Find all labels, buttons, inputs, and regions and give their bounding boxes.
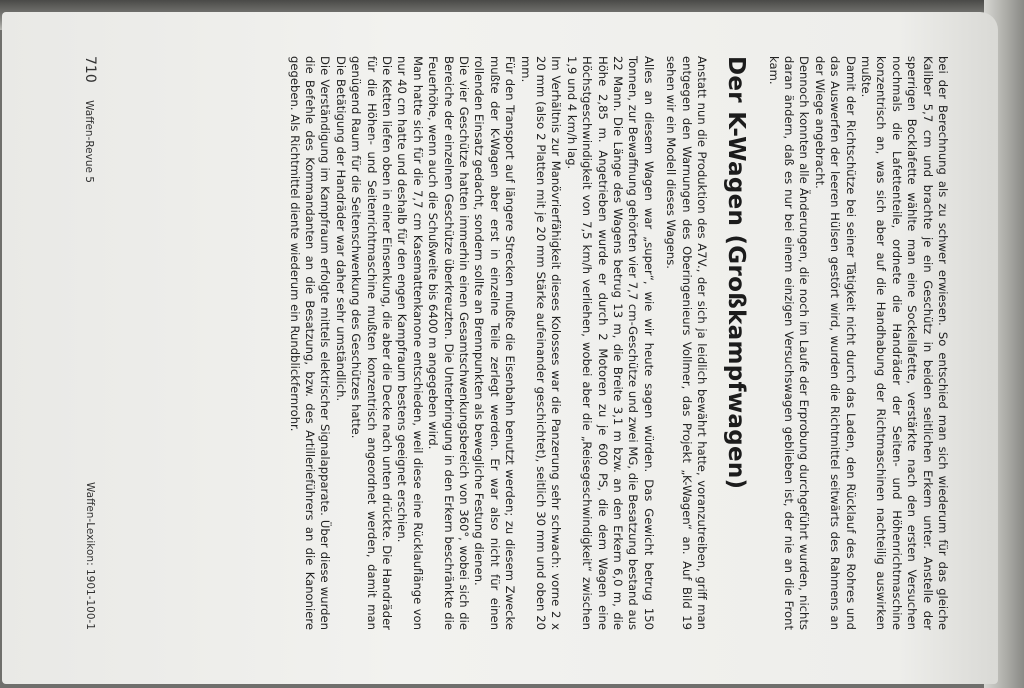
- body-paragraph: Man hatte sich für die 7,7 cm Kasemattenkanone entschieden, weil diese eine Rücklauflänge von nur 40 cm hatte und deshalb für den engen Kampfraum bestens geeignet erschien.: [395, 56, 425, 630]
- body-paragraph: Die vier Geschütze hatten immerhin einen Gesamtschwenkungsbereich von 360°, wobei sich die Bereiche der einzelnen Geschütze überkreuzten. Die Unterbringung in den Erkern beschränkte die Feuerhöhe, wenn auch die Schußweite bis 6400 m angegeben wird.: [426, 56, 472, 630]
- footer-right: [84, 482, 96, 630]
- section-heading: Der K-Wagen (Großkampfwagen): [723, 56, 750, 490]
- intro-paragraph: Dennoch konnten alle Änderungen, die noch im Laufe der Erprobung durchgeführt wurden, nichts daran ändern, daß es nur bei einem einzigen Versuchswagen geblieben ist, der nie an die Front kam.: [766, 56, 812, 630]
- body-paragraph: Die Ketten liefen oben in einer Einsenkung, die aber die Decke nach unten drückte. Die Handräder für die Höhen- und Seitenrichtmaschine mußten konzentrisch angeordnet werden, damit man genügend Raum für die Seitenschwenkung des Geschützes hatte.: [349, 56, 394, 630]
- intro-paragraph: Damit der Richtschütze bei seiner Tätigkeit nicht durch das Laden, den Rücklauf des Rohres und das Auswerfen der leeren Hülsen gestört wird, wurden die Richtmittel seitwärts des Rahmens an der Wiege angebracht.: [812, 56, 858, 630]
- body-paragraph: Im Verhältnis zur Manövrierfähigkeit dieses Kolosses war die Panzerung sehr schwach: vorne 2 x 20 mm (also 2 Platten mit je 20 mm Stärke aufeinander geschichtet), seitlich 30 mm und oben 20 mm.: [518, 56, 564, 630]
- body-paragraph: Für den Transport auf längere Strecken mußte die Eisenbahn benutzt werden; zu diesem Zwecke mußte der K-Wagen aber erst in einzelne Teile zerlegt werden. Er war also nicht für einen rollenden Einsatz gedacht, sondern sollte an Brennpunkten als bewegliche Festung dienen.: [472, 56, 518, 630]
- publication-name: Waffen-Revue 5: [83, 100, 95, 183]
- body-paragraph: Die Verständigung im Kampfraum erfolgte mittels elektrischer Signalapparate. Über diese wurden die Befehle des Kommandanten an die Besatzung, bzw. des Artillerieführers an die Kanoniere gegeben. Als Richtmittel diente wiederum ein Rundblickfernrohr.: [287, 56, 333, 630]
- body-paragraph: Alles an diesem Wagen war „super“, wie wir heute sagen würden. Das Gewicht betrug 150 Tonnen, zur Bewaffnung gehörten vier 7,7 cm-Geschütze und zwei MG, die Besatzung bestand aus 22 Mann. Die Länge des Wagens betrug 13 m, die Breite 3,1 m bzw. an den Erkern 6,0 m, die Höhe 2,85 m. Angetrieben wurde er durch 2 Motoren zu je 600 PS, die dem Wagen eine Höchstgeschwindigkeit von 7,5 km/h verliehen, wobei aber die „Reisegeschwindigkeit“ zwischen 1,9 und 4 km/h lag.: [564, 56, 656, 630]
- rotated-page-content: [2, 12, 998, 684]
- scanned-page: [2, 12, 998, 684]
- intro-paragraph: bei der Berechnung als zu schwer erwiesen. So entschied man sich wiederum für das gleiche Kaliber 5,7 cm und brachte je ein Geschütz in beiden seitlichen Erkern unter. Anstelle der sperrigen Bocklafette wählte man eine Sockellafette, verstärkte nach den ersten Versuchen nochmals die Lafettenteile, ordnete die Handräder der Seiten- und Höhenrichtmaschine konzentrisch an, was sich aber auf die Handhabung der Richtmaschinen nachteilig auswirken mußte.: [858, 56, 950, 630]
- lexicon-code: 1901-100-1: [84, 568, 96, 630]
- text-column: [286, 56, 950, 630]
- body-paragraph: Die Betätigung der Handräder war daher sehr umständlich.: [333, 56, 348, 402]
- footer-left: [82, 56, 98, 183]
- body-paragraph: Anstatt nun die Produktion des A7V., der sich ja leidlich bewährt hatte, voranzutreiben, griff man entgegen den Warnungen des Oberingenieurs Vollmer, das Projekt „K-Wagen“ an. Auf Bild 19 sehen wir ein Modell dieses Wagens.: [664, 56, 710, 630]
- lexicon-label: Waffen-Lexikon:: [84, 481, 96, 566]
- page-number: 710: [82, 56, 98, 83]
